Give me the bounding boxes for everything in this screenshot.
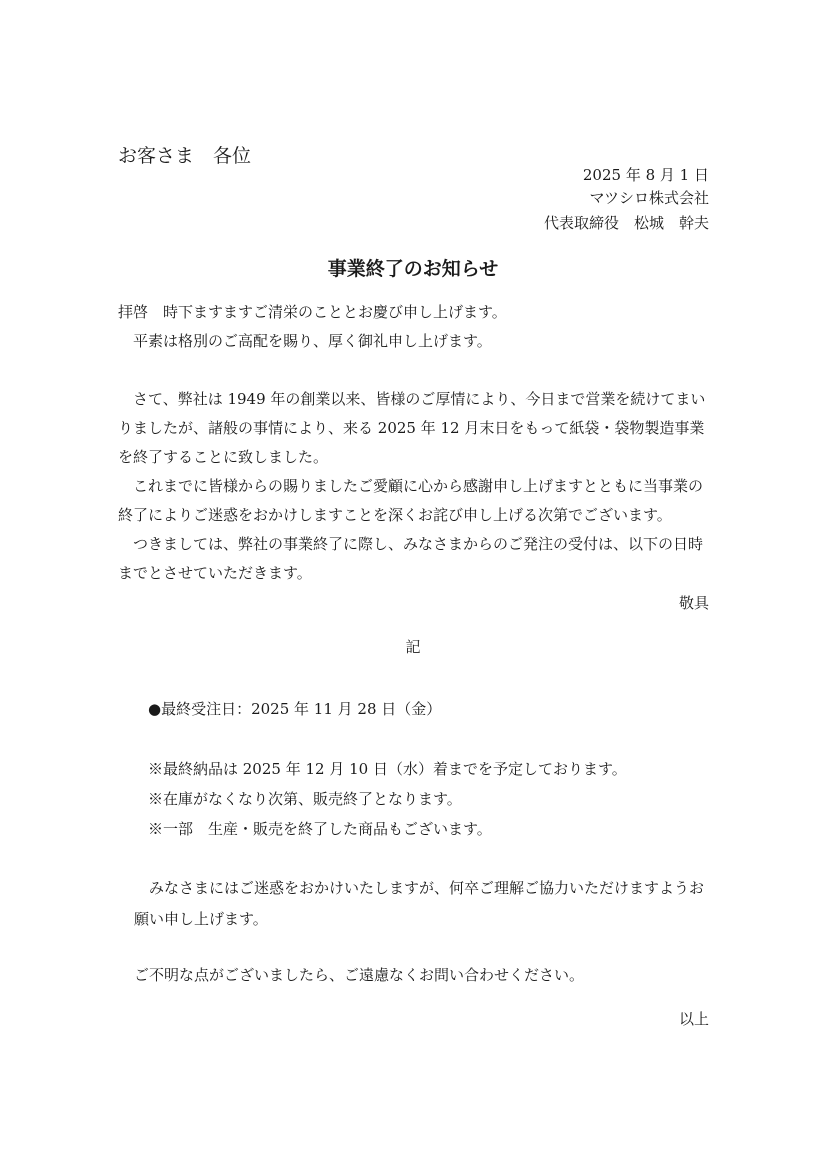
document-title: 事業終了のお知らせ [327, 258, 499, 280]
signer-name: 代表取締役 松城 幹夫 [543, 214, 709, 232]
paragraph-order-deadline: つきましては、弊社の事業終了に際し、みなさまからのご発注の受付は、以下の日時までとさせていただきます。 [118, 535, 704, 582]
paragraph-business-end: さて、弊社は 1949 年の創業以来、皆様のご厚情により、今日まで営業を続けてまいりましたが、諸般の事情により、来る 2025 年 12 月末日をもって紙袋・袋物製造事業を終了することに致しました。 [118, 390, 706, 466]
note-final-delivery: ※最終納品は 2025 年 12 月 10 日（水）着までを予定しております。 [148, 760, 627, 778]
final-order-date: ●最終受注日：2025 年 11 月 28 日（金） [148, 700, 442, 718]
paragraph-gratitude: これまでに皆様からの賜りましたご愛顧に心から感謝申し上げますとともに当事業の終了によりご迷惑をおかけしますことを深くお詫び申し上げる次第でございます。 [118, 477, 704, 524]
greeting-line-2: 平素は格別のご高配を賜り、厚く御礼申し上げます。 [133, 332, 492, 350]
request-block [134, 873, 709, 935]
letter-body [118, 298, 710, 588]
contact-text: ご不明な点がございましたら、ご遠慮なくお問い合わせください。 [134, 966, 585, 984]
closing-keigu: 敬具 [678, 594, 709, 612]
document-date: 2025 年 8 月 1 日 [582, 166, 709, 184]
greeting-line-1: 拝啓 時下ますますご清栄のこととお慶び申し上げます。 [118, 303, 507, 321]
note-discontinued: ※一部 生産・販売を終了した商品もございます。 [148, 820, 492, 838]
addressee: お客さま 各位 [118, 145, 252, 167]
request-text: みなさまにはご迷惑をおかけいたしますが、何卒ご理解ご協力いただけますようお願い申し上げます。 [134, 879, 705, 928]
note-stock: ※在庫がなくなり次第、販売終了となります。 [148, 790, 462, 808]
closing-ijou: 以上 [678, 1010, 709, 1028]
ki-heading: 記 [405, 638, 421, 656]
company-name: マツシロ株式会社 [589, 189, 709, 207]
